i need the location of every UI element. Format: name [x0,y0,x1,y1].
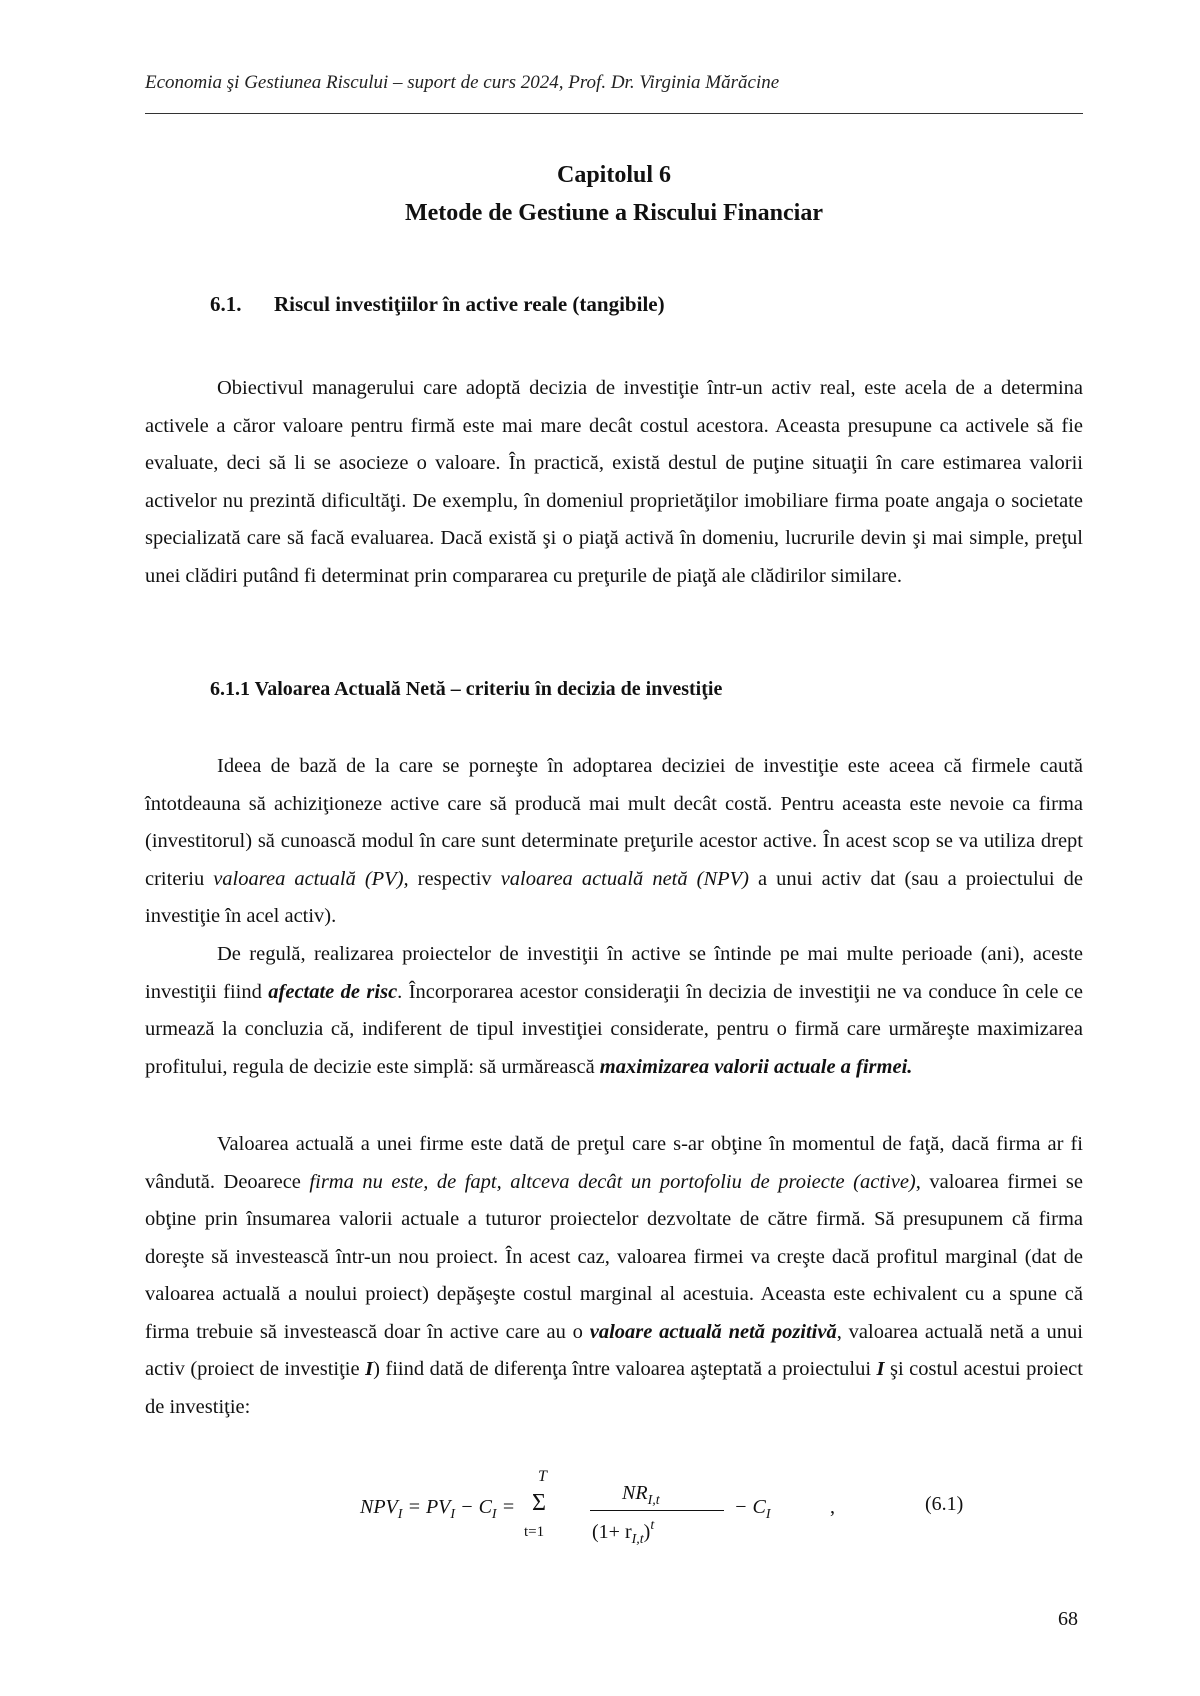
sum-upper-limit: T [538,1468,547,1485]
running-header: Economia şi Gestiunea Riscului – suport de curs 2024, Prof. Dr. Virginia Mărăcine [145,72,780,93]
subsection-heading: 6.1.1 Valoarea Actuală Netă – criteriu în decizia de investiţie [210,678,723,700]
maximization-emphasis: maximizarea valorii actuale a firmei. [599,1055,913,1078]
chapter-label: Capitolul 6 [556,162,672,188]
paragraph-4-text-b: , valoarea firmei se obţine prin însumarea valorii actuale a tuturor proiectelor dezvoltate de către firmă. Să presupunem că firma doreşte să investească într-un nou proiect. În acest caz, valoarea firmei va creşte dacă profitul marginal (dat de valoarea actuală a noului proiect) depăşeşte costul marginal al acestuia. Aceasta este echivalent cu a spune că firma trebuie să investească doar în active care au o [145,1170,1083,1343]
paragraph-4-text-d: ) fiind dată de diferenţa între valoarea aşteptată a proiectului [373,1358,877,1380]
formula-comma: , [830,1496,835,1518]
paragraph-2 [145,748,1083,936]
paragraph-4-text-c: , valoarea actuală netă a unui activ (proiect de investiţie [145,1320,1083,1380]
paragraph-4-text-a: Valoarea actuală a unei firme este dată de preţul care s-ar obţine în momentul de faţă, dacă firma ar fi vândută. Deoarece [145,1133,1083,1193]
chapter-heading [145,156,1083,232]
portfolio-emphasis: firma nu este, de fapt, altceva decât un portofoliu de proiecte (active) [309,1170,916,1193]
equation-number: (6.1) [925,1493,964,1515]
section-title: Riscul investiţiilor în active reale (tangibile) [274,292,665,316]
paragraph-4 [145,1126,1083,1426]
paragraph-4-text-e: şi costul acestui proiect de investiţie: [145,1358,1083,1418]
formula-denominator: $(1+ r_{I,t})^t$ [592,1518,655,1547]
paragraph-3 [145,936,1083,1086]
paragraph-2-text-c: a unui activ dat (sau a proiectului de investiţie în acel activ). [145,867,1083,927]
pv-term: valoarea actuală (PV), [213,867,409,890]
paragraph-1-text: Obiectivul managerului care adoptă decizia de investiţie într-un activ real, este acela de a determina activele a căror valoare pentru firmă este mai mare decât costul acestora. Aceasta presupune ca activele să fie evaluate, deci să li se asocieze o valoare. În practică, există destul de puţine situaţii în care estimarea valorii activelor nu prezintă dificultăţi. De exemplu, în domeniul proprietăţilor imobiliare firma poate angaja o societate specializată care să facă evaluarea. Dacă există şi o piaţă activă în domeniu, lucrurile devin şi mai simple, preţul unei clădiri putând fi determinat prin compararea cu preţurile de piaţă ale clădirilor similare. [145,377,1083,587]
formula-numerator: $NR_{I,t}$ [622,1482,660,1508]
sum-lower-limit: t=1 [524,1524,545,1540]
paragraph-2-text-a: Ideea de bază de la care se porneşte în adoptarea deciziei de investiţie este aceea că firmele caută întotdeauna să achiziţioneze active care să producă mai mult decât costă. Pentru aceasta este nevoie ca firma (investitorul) să cunoască modul în care sunt determinate preţurile acestor active. În acest scop se va utiliza drept criteriu [145,755,1083,890]
project-symbol: I [876,1358,885,1380]
npv-term: valoarea actuală netă (NPV) [500,867,749,890]
summation-sign: Σ [532,1490,546,1516]
paragraph-3-text-a: De regulă, realizarea proiectelor de investiţii în active se întinde pe mai multe perioade (ani), aceste investiţii fiind [145,943,1083,1003]
header-rule [145,113,1083,114]
section-heading [210,292,665,317]
formula-lhs: $NPV_I = PV_I - C_I$ = [360,1496,516,1522]
section-number: 6.1. [210,292,242,316]
formula-cost-term: − $C_I$ [734,1496,771,1522]
paragraph-3-text-b: . Încorporarea acestor consideraţii în decizia de investiţii ne va conduce în cele ce urmează la concluzia că, indiferent de tipul investiţiei considerate, pentru o firmă care urmăreşte maximizarea profitului, regula de decizie este simplă: să urmărească [145,980,1084,1078]
paragraph-1 [145,370,1083,595]
chapter-title: Metode de Gestiune a Riscului Financiar [405,200,823,226]
paragraph-2-text-b: respectiv [408,867,501,890]
fraction-bar [590,1510,724,1511]
project-symbol: I [365,1358,374,1380]
positive-npv-emphasis: valoare actuală netă pozitivă [589,1320,837,1343]
risk-emphasis: afectate de risc [268,980,398,1003]
npv-formula [360,1468,920,1558]
page-number: 68 [1058,1608,1078,1630]
